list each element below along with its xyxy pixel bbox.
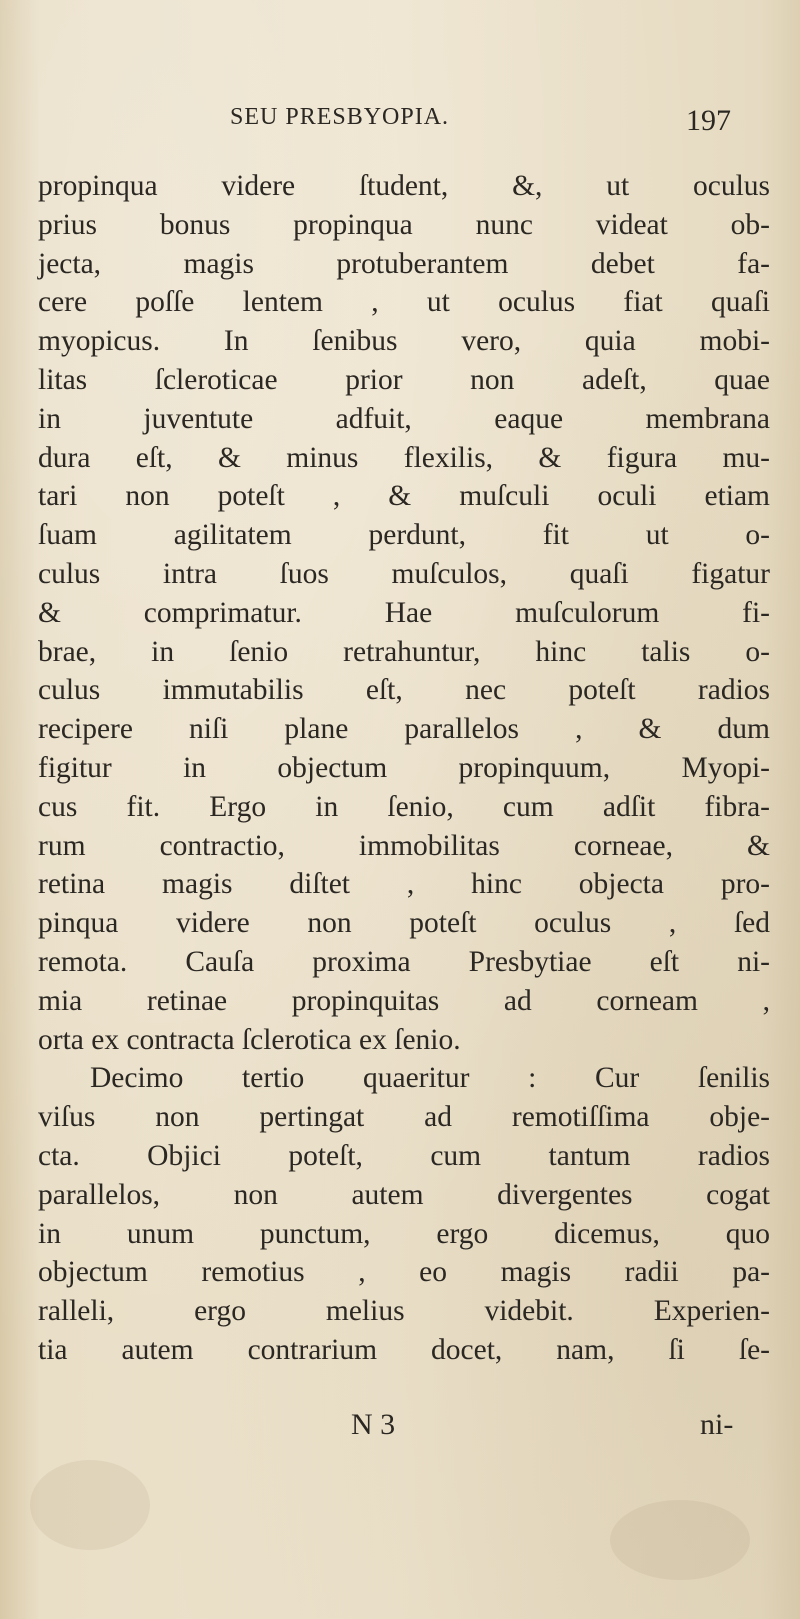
text-line: mia retinae propinquitas ad corneam , <box>38 984 770 1017</box>
text-line: in juventute adfuit, eaque membrana <box>38 402 770 435</box>
paper-stain <box>30 1460 150 1550</box>
body-text <box>38 167 770 1370</box>
running-head <box>0 104 800 144</box>
text-line: & comprimatur. Hae muſculorum fi- <box>38 596 770 629</box>
running-title: SEU PRESBYOPIA. <box>230 104 450 130</box>
text-line: cus fit. Ergo in ſenio, cum adſit fibra- <box>38 790 770 823</box>
text-line: tia autem contrarium docet, nam, ſi ſe- <box>38 1333 770 1366</box>
text-line: culus intra ſuos muſculos, quaſi figatur <box>38 557 770 590</box>
paragraph-first-line: Decimo tertio quaeritur : Cur ſenilis <box>90 1062 770 1095</box>
text-line: pinqua videre non poteſt oculus , ſed <box>38 907 770 940</box>
text-line: brae, in ſenio retrahuntur, hinc talis o- <box>38 635 770 668</box>
text-line: culus immutabilis eſt, nec poteſt radios <box>38 674 770 707</box>
text-line: objectum remotius , eo magis radii pa- <box>38 1256 770 1289</box>
text-line: in unum punctum, ergo dicemus, quo <box>38 1217 770 1250</box>
text-line: prius bonus propinqua nunc videat ob- <box>38 208 770 241</box>
catchword: ni- <box>700 1408 734 1441</box>
text-line: cere poſſe lentem , ut oculus fiat quaſi <box>38 286 770 319</box>
text-line: ſuam agilitatem perdunt, fit ut o- <box>38 519 770 552</box>
text-line: figitur in objectum propinquum, Myopi- <box>38 751 770 784</box>
text-line: retina magis diſtet , hinc objecta pro- <box>38 868 770 901</box>
text-line: parallelos, non autem divergentes cogat <box>38 1178 770 1211</box>
text-line: ralleli, ergo melius videbit. Experien- <box>38 1295 770 1328</box>
signature-mark: N 3 <box>351 1408 396 1441</box>
text-line: rum contractio, immobilitas corneae, & <box>38 829 770 862</box>
catchline <box>0 1408 800 1448</box>
text-line: propinqua videre ſtudent, &, ut oculus <box>38 170 770 202</box>
text-line: dura eſt, & minus flexilis, & figura mu- <box>38 441 770 474</box>
text-line: jecta, magis protuberantem debet fa- <box>38 247 770 280</box>
page-number: 197 <box>686 104 731 137</box>
text-line: viſus non pertingat ad remotiſſima obje- <box>38 1101 770 1134</box>
text-line: remota. Cauſa proxima Presbytiae eſt ni- <box>38 945 770 978</box>
text-line: orta ex contracta ſclerotica ex ſenio. <box>38 1023 461 1056</box>
text-line: myopicus. In ſenibus vero, quia mobi- <box>38 325 770 358</box>
text-line: tari non poteſt , & muſculi oculi etiam <box>38 480 770 513</box>
text-line: litas ſcleroticae prior non adeſt, quae <box>38 363 770 396</box>
paper-stain <box>610 1500 750 1580</box>
text-line: recipere niſi plane parallelos , & dum <box>38 713 770 746</box>
text-line: cta. Objici poteſt, cum tantum radios <box>38 1139 770 1172</box>
